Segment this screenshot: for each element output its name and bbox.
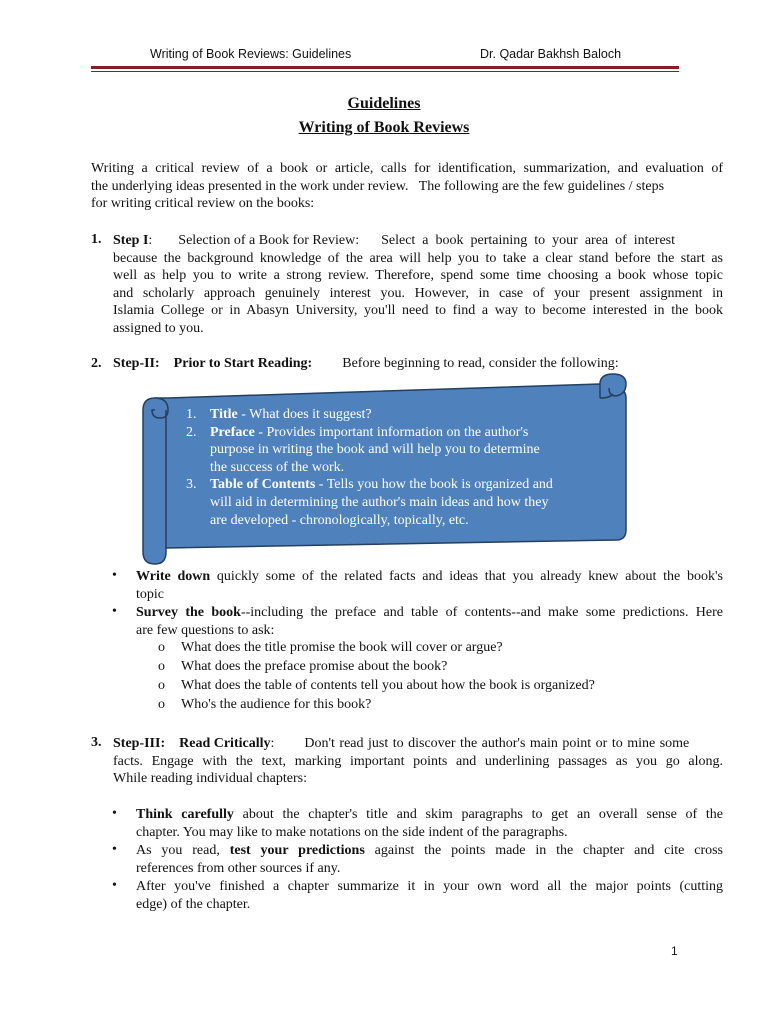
step3-line: While reading individual chapters: <box>113 771 307 787</box>
question-item: Who's the audience for this book? <box>181 697 372 712</box>
bullet-icon: • <box>112 806 117 821</box>
question-item: What does the table of contents tell you about how the book is organized? <box>181 678 595 693</box>
page-number: 1 <box>671 944 678 958</box>
step3-number: 3. <box>91 735 102 750</box>
sub-bullet-icon: o <box>158 640 165 655</box>
bullet-test-predictions: As you read, test your predictions against the points made in the chapter and cite cross references from other sources if any. <box>136 843 724 876</box>
bullet-write-down: Write down quickly some of the related facts and ideas that you already knew about the book's topic <box>136 569 723 602</box>
step2-label: Step-II: <box>113 356 160 371</box>
scroll-list <box>186 406 586 529</box>
scroll-item-title: 1. Title - What does it suggest? <box>186 407 372 422</box>
intro-line: the underlying ideas presented in the work under review. The following are the few guidelines / steps <box>91 178 665 194</box>
header-right: Dr. Qadar Bakhsh Baloch <box>480 47 622 61</box>
step3-heading: Read Critically <box>179 736 271 751</box>
step1-line: Islamia College or in Abasyn University, you'll need to find a way to become interested in the book <box>113 303 723 319</box>
scroll-item-contents: 3. Table of Contents - Tells you how the book is organized and will aid in determining the author's main ideas and how they are developed - chronologically, topically, etc. <box>186 477 553 528</box>
intro-line: Writing a critical review of a book or article, calls for identification, summarization, and evaluation of <box>91 161 723 176</box>
step1-line: and scholarly approach genuinely interest you. However, in case of your present assignment in <box>113 285 723 301</box>
question-item: What does the title promise the book will cover or argue? <box>181 640 503 655</box>
step3-line: facts. Engage with the text, marking important points and underlining passages as you go along. <box>113 753 723 769</box>
step1-label: Step I <box>113 233 149 248</box>
step2-heading: Prior to Start Reading: <box>173 356 313 371</box>
page-subtitle: Writing of Book Reviews <box>298 119 470 136</box>
bullet-icon: • <box>112 842 117 857</box>
step1-line: assigned to you. <box>113 320 204 336</box>
sub-bullet-icon: o <box>158 659 165 674</box>
bullet-icon: • <box>112 604 117 619</box>
step2-text: Before beginning to read, consider the following: <box>342 356 619 371</box>
step3-text: Step-III: Read Critically: Don't read just to discover the author's main point or to mine some facts. Engage with the text, marking important points and underlining passages as you go along. While reading individual chapters: <box>113 736 723 787</box>
bullet-icon: • <box>112 878 117 893</box>
question-item: What does the preface promise about the book? <box>181 659 448 674</box>
step2-number: 2. <box>91 356 102 371</box>
sub-bullet-icon: o <box>158 678 165 693</box>
bullet-survey: Survey the book--including the preface and table of contents--and make some predictions. Here are few questions to ask: <box>136 605 723 638</box>
bullet-icon: • <box>112 568 117 583</box>
header-left: Writing of Book Reviews: Guidelines <box>150 47 352 61</box>
bullet-summarize: After you've finished a chapter summarize it in your own word all the major points (cutting edge) of the chapter. <box>136 879 723 912</box>
bullet-think-carefully: Think carefully about the chapter's title and skim paragraphs to get an overall sense of the chapter. You may like to make notations on the side indent of the paragraphs. <box>136 807 724 840</box>
step1-text: Step I: Selection of a Book for Review: Select a book pertaining to your area of interest because the background knowledge of the area will help you to take a clear stand before the start as well as help you to write a strong review. Therefore, spend some time choosing a book whose topic and scholarly approach genuinely interest you. However, in case of your present assignment in Islamia College or in Abasyn University, you'll need to find a way to become interested in the book assigned to you. <box>113 233 723 336</box>
step1-line: well as help you to write a strong review. Therefore, spend some time choosing a book whose topic <box>113 268 723 284</box>
step1-line: Select a book pertaining to your area of interest <box>381 233 675 248</box>
step1-heading: Selection of a Book for Review: <box>178 233 360 248</box>
intro-line: for writing critical review on the books: <box>91 196 315 212</box>
step1-line: because the background knowledge of the area will help you to take a clear stand before the start as <box>113 250 723 266</box>
step3-label: Step-III: <box>113 736 166 751</box>
step3-line: Don't read just to discover the author's main point or to mine some <box>304 736 690 751</box>
page-title: Guidelines <box>347 95 421 112</box>
sub-bullet-icon: o <box>158 697 165 712</box>
scroll-item-preface: 2. Preface - Provides important information on the author's purpose in writing the book and will help you to determine the success of the work. <box>186 424 540 475</box>
step1-number: 1. <box>91 232 102 247</box>
